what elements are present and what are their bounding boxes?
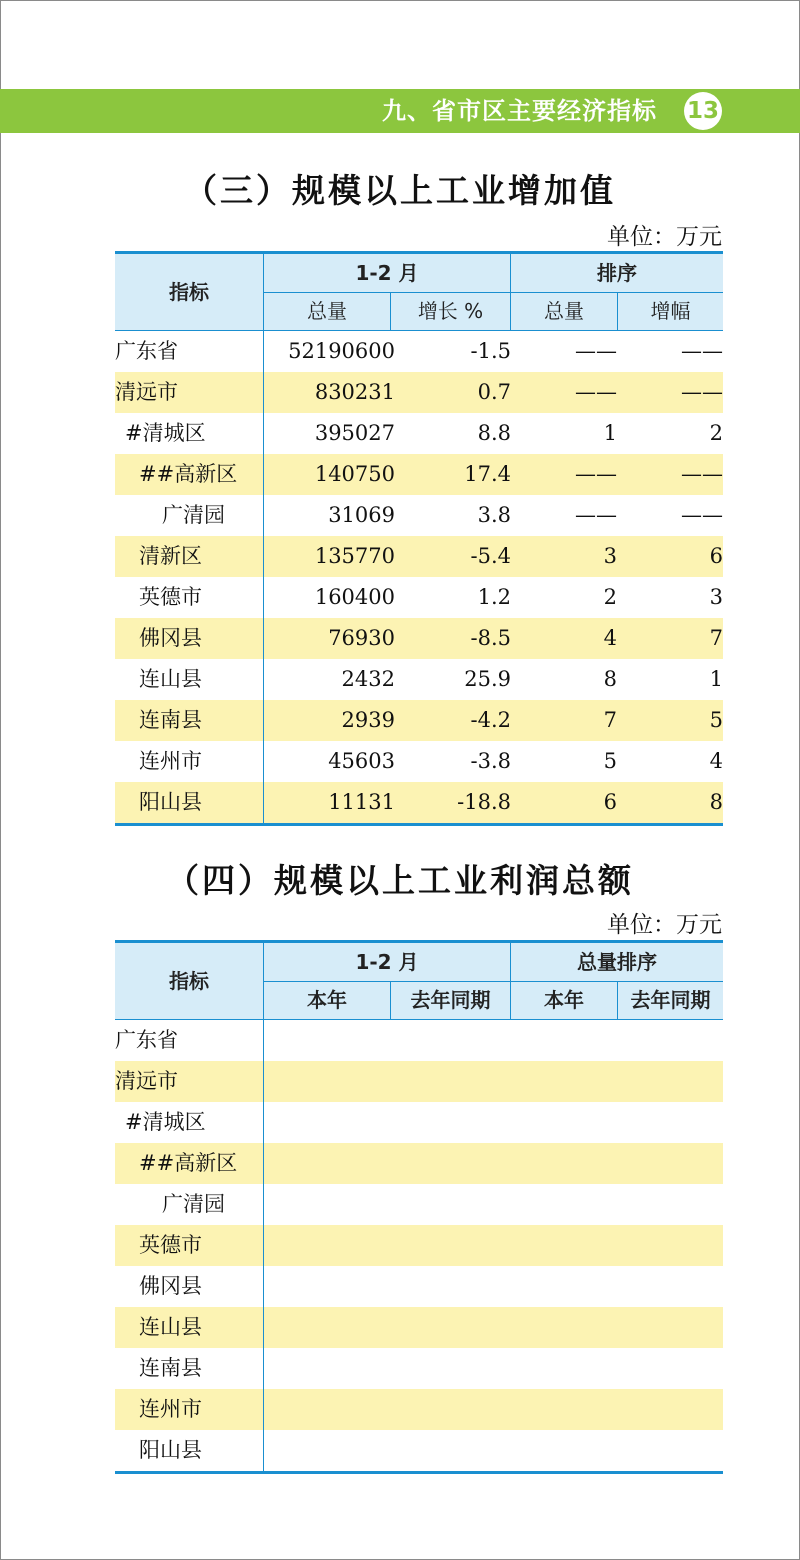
row-growth: 3.8 [477, 503, 511, 527]
table-row [115, 782, 723, 823]
row-name: 清远市 [115, 1069, 178, 1093]
row-name: 英德市 [139, 1233, 202, 1257]
row-total: 2939 [341, 708, 395, 732]
row-rank-total: 6 [603, 790, 617, 814]
row-rank-growth: 5 [709, 708, 723, 732]
section4-unit: 单位：万元 [607, 912, 722, 938]
section4-table [115, 940, 723, 1474]
row-rank-growth: 7 [709, 626, 723, 650]
indicator-header: 指标 [169, 280, 209, 304]
table-row [115, 1430, 723, 1471]
row-total: 76930 [328, 626, 395, 650]
row-total: 830231 [314, 380, 395, 404]
header-divider [264, 981, 723, 982]
row-rank-total: 3 [603, 544, 617, 568]
chapter-title: 九、省市区主要经济指标 [382, 97, 657, 125]
row-rank-total: 8 [603, 667, 617, 691]
row-name: 广清园 [162, 1192, 225, 1216]
row-rank-growth: 1 [709, 667, 723, 691]
row-name: ##高新区 [139, 1151, 238, 1175]
period-header: 1-2 月 [355, 950, 419, 974]
this-year-subheader: 本年 [307, 988, 347, 1012]
row-name: 连州市 [139, 749, 202, 773]
row-rank-growth: 6 [709, 544, 723, 568]
table-row [115, 1143, 723, 1184]
row-rank-total: —— [575, 380, 617, 404]
table-row [115, 1061, 723, 1102]
header-divider [264, 292, 723, 293]
chapter-banner [0, 89, 800, 133]
row-rank-growth: 3 [709, 585, 723, 609]
row-growth: 1.2 [477, 585, 511, 609]
row-growth: 8.8 [477, 421, 511, 445]
row-name: 连州市 [139, 1397, 202, 1421]
row-name: 清新区 [139, 544, 202, 568]
row-growth: -1.5 [470, 339, 511, 363]
row-name: ##高新区 [139, 462, 238, 486]
table-row [115, 700, 723, 741]
row-total: 2432 [341, 667, 395, 691]
row-total: 135770 [314, 544, 395, 568]
table-row [115, 331, 723, 372]
rank-this-year-subheader: 本年 [544, 988, 584, 1012]
table-row [115, 1389, 723, 1430]
row-name: 广清园 [162, 503, 225, 527]
rank-last-year-subheader: 去年同期 [630, 988, 711, 1012]
row-name: 阳山县 [139, 790, 202, 814]
row-rank-growth: —— [681, 380, 723, 404]
table-row [115, 618, 723, 659]
row-growth: -5.4 [470, 544, 511, 568]
table-row [115, 372, 723, 413]
table-row [115, 1020, 723, 1061]
row-rank-total: —— [575, 339, 617, 363]
section4-table-header [115, 940, 723, 1020]
row-name: #清城区 [125, 1110, 206, 1134]
header-divider [617, 981, 618, 1019]
table-row [115, 1266, 723, 1307]
row-rank-growth: —— [681, 503, 723, 527]
last-year-subheader: 去年同期 [410, 988, 491, 1012]
row-rank-total: —— [575, 503, 617, 527]
table-row [115, 495, 723, 536]
table-row [115, 1225, 723, 1266]
row-rank-growth: 8 [709, 790, 723, 814]
body-divider [263, 1020, 264, 1471]
row-total: 45603 [328, 749, 395, 773]
header-divider [390, 292, 391, 330]
row-total: 11131 [328, 790, 395, 814]
row-growth: 0.7 [477, 380, 511, 404]
table-row [115, 536, 723, 577]
section3-table [115, 251, 723, 826]
row-rank-total: 2 [603, 585, 617, 609]
row-name: 连南县 [139, 1356, 202, 1380]
row-name: 英德市 [139, 585, 202, 609]
rank-growth-subheader: 增幅 [650, 299, 691, 323]
body-divider [263, 331, 264, 823]
row-name: 连山县 [139, 1315, 202, 1339]
row-growth: 17.4 [464, 462, 511, 486]
table-row [115, 659, 723, 700]
row-growth: -18.8 [457, 790, 511, 814]
indicator-header: 指标 [169, 969, 209, 993]
row-name: 连山县 [139, 667, 202, 691]
section3-title: （三）规模以上工业增加值 [184, 171, 616, 210]
rank-total-subheader: 总量 [544, 299, 584, 323]
row-growth: 25.9 [464, 667, 511, 691]
table-row [115, 1184, 723, 1225]
row-name: 广东省 [115, 1028, 178, 1052]
row-total: 31069 [328, 503, 395, 527]
row-rank-total: —— [575, 462, 617, 486]
row-rank-total: 5 [603, 749, 617, 773]
header-divider [390, 981, 391, 1019]
row-rank-total: 4 [603, 626, 617, 650]
row-rank-growth: —— [681, 339, 723, 363]
rank-header: 总量排序 [577, 950, 657, 974]
row-total: 52190600 [288, 339, 395, 363]
row-name: 佛冈县 [139, 1274, 202, 1298]
section3-unit: 单位：万元 [607, 224, 722, 250]
section4-title: （四）规模以上工业利润总额 [166, 861, 634, 900]
row-rank-total: 7 [603, 708, 617, 732]
section3-table-body [115, 331, 723, 826]
table-row [115, 1348, 723, 1389]
page-number-badge: 13 [684, 92, 722, 130]
row-rank-growth: 2 [709, 421, 723, 445]
table-row [115, 577, 723, 618]
total-subheader: 总量 [307, 299, 347, 323]
row-name: 连南县 [139, 708, 202, 732]
header-divider [617, 292, 618, 330]
row-name: 清远市 [115, 380, 178, 404]
row-name: 阳山县 [139, 1438, 202, 1462]
section3-table-header [115, 251, 723, 331]
table-row [115, 1307, 723, 1348]
row-name: 佛冈县 [139, 626, 202, 650]
period-header: 1-2 月 [355, 261, 419, 285]
row-total: 395027 [314, 421, 395, 445]
row-rank-growth: 4 [709, 749, 723, 773]
table-row [115, 1102, 723, 1143]
growth-subheader: 增长 % [417, 299, 484, 323]
row-growth: -3.8 [470, 749, 511, 773]
row-name: 广东省 [115, 339, 178, 363]
row-rank-growth: —— [681, 462, 723, 486]
table-row [115, 413, 723, 454]
row-growth: -4.2 [470, 708, 511, 732]
rank-header: 排序 [597, 261, 637, 285]
row-rank-total: 1 [603, 421, 617, 445]
row-name: #清城区 [125, 421, 206, 445]
row-total: 160400 [314, 585, 395, 609]
row-growth: -8.5 [470, 626, 511, 650]
table-row [115, 741, 723, 782]
section4-table-body [115, 1020, 723, 1474]
row-total: 140750 [314, 462, 395, 486]
table-row [115, 454, 723, 495]
